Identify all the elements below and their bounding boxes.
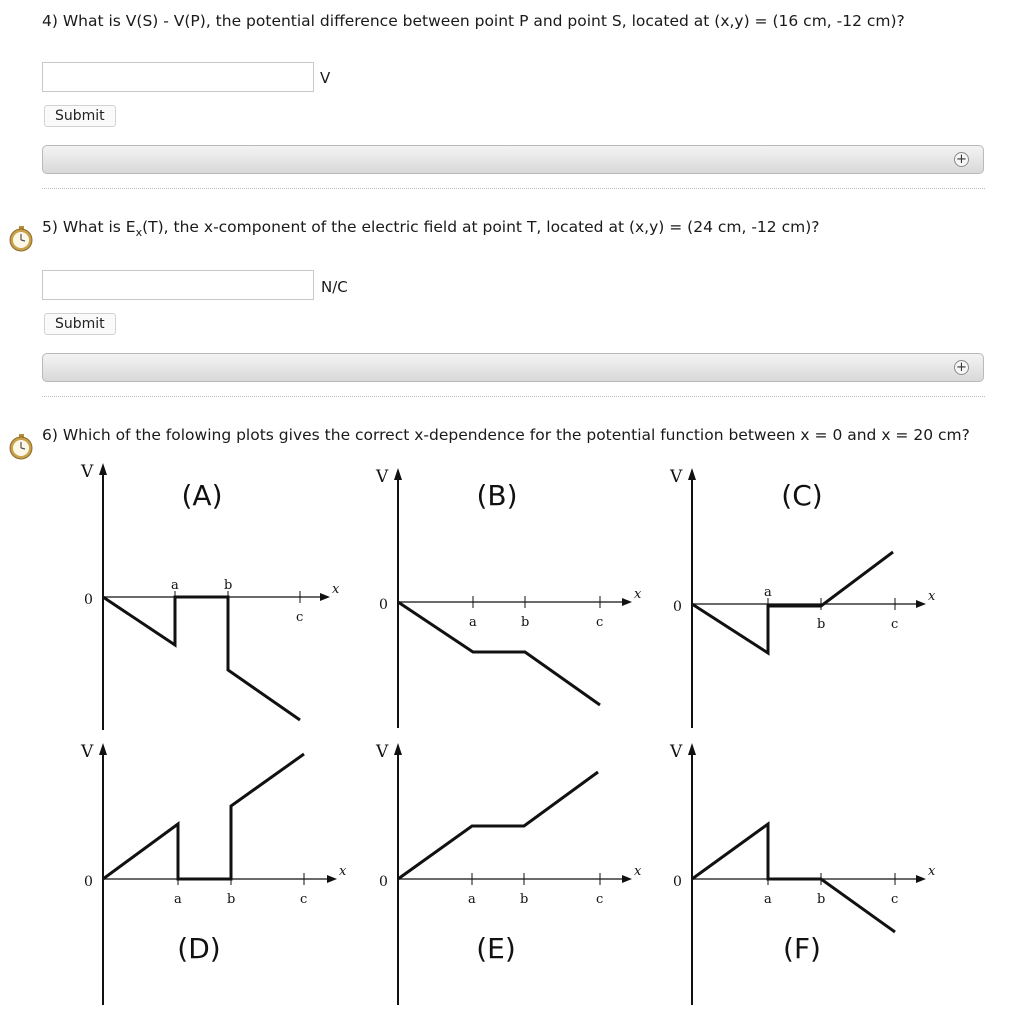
divider	[42, 396, 985, 397]
plot-b-v-arrow	[394, 468, 402, 480]
plot-a-label: (A)	[181, 479, 223, 512]
plot-e-v-arrow	[394, 743, 402, 755]
plot-b-tick-label-b: b	[521, 615, 530, 630]
plot-c-tick-label-c: c	[891, 617, 899, 632]
question-6-text: 6) Which of the folowing plots gives the correct x-dependence for the potential function between x = 0 and x = 20 cm?	[42, 426, 970, 444]
plot-a-v-label: V	[81, 462, 94, 482]
plot-d-tick-label-a: a	[174, 892, 182, 907]
plot-d-v-label: V	[81, 742, 94, 762]
plot-c-label: (C)	[781, 479, 823, 512]
plot-e-tick-label-a: a	[468, 892, 476, 907]
plot-d-x-label: x	[339, 864, 347, 879]
plot-f-origin-label: 0	[673, 874, 682, 890]
plot-e-x-label: x	[634, 864, 642, 879]
plot-c-tick-label-b: b	[817, 617, 826, 632]
question-4-answer-input[interactable]	[42, 62, 314, 92]
plot-a-x-label: x	[332, 582, 340, 597]
plot-f-tick-label-c: c	[891, 892, 899, 907]
plot-b-x-arrow	[622, 598, 632, 606]
plot-b-v-label: V	[376, 467, 389, 487]
question-4-unit: V	[320, 69, 331, 87]
plot-d-v-arrow	[99, 743, 107, 755]
question-4-hint-bar[interactable]	[42, 145, 984, 174]
question-4-submit-button[interactable]: Submit	[44, 105, 116, 127]
stopwatch-icon	[9, 434, 33, 460]
plot-c-x-arrow	[916, 600, 926, 608]
plot-a-tick-label-b: b	[224, 578, 233, 593]
plot-f-tick-label-b: b	[817, 892, 826, 907]
plot-b-x-label: x	[634, 587, 642, 602]
plot-c-v-arrow	[688, 468, 696, 480]
plot-f-tick-label-a: a	[764, 892, 772, 907]
plot-a-tick-label-c: c	[296, 610, 304, 625]
plus-circle-icon[interactable]: +	[954, 152, 969, 167]
plot-a-v-arrow	[99, 463, 107, 475]
plot-e-v-label: V	[376, 742, 389, 762]
plus-circle-icon[interactable]: +	[954, 360, 969, 375]
plot-f-label: (F)	[783, 932, 821, 965]
plot-e-tick-label-b: b	[520, 892, 529, 907]
plot-d-tick-label-b: b	[227, 892, 236, 907]
question-5-hint-bar[interactable]	[42, 353, 984, 382]
plot-e-tick-label-c: c	[596, 892, 604, 907]
question-5-answer-input[interactable]	[42, 270, 314, 300]
plot-d-label: (D)	[177, 932, 221, 965]
plot-d-tick-label-c: c	[300, 892, 308, 907]
plot-b-tick-label-a: a	[469, 615, 477, 630]
stopwatch-icon	[9, 226, 33, 252]
plot-a-curve	[103, 597, 300, 720]
plot-d-origin-label: 0	[84, 874, 93, 890]
plot-a-tick-label-a: a	[171, 578, 179, 593]
plot-c-v-label: V	[670, 467, 683, 487]
plot-e-x-arrow	[622, 875, 632, 883]
plot-f-v-label: V	[670, 742, 683, 762]
plot-c-curve	[692, 552, 893, 653]
plot-b-label: (B)	[476, 479, 518, 512]
plot-c-tick-label-a: a	[764, 585, 772, 600]
question-5-submit-button[interactable]: Submit	[44, 313, 116, 335]
plot-e-label: (E)	[476, 932, 516, 965]
question-4-text: 4) What is V(S) - V(P), the potential difference between point P and point S, located at (x,y) = (16 cm, -12 cm)?	[42, 12, 905, 30]
plot-f-x-arrow	[916, 875, 926, 883]
plot-a-origin-label: 0	[84, 592, 93, 608]
plot-d-curve	[103, 754, 304, 879]
plot-e-origin-label: 0	[379, 874, 388, 890]
plot-f-curve	[692, 824, 895, 932]
plot-b-origin-label: 0	[379, 597, 388, 613]
plot-d-x-arrow	[327, 875, 337, 883]
plot-f-v-arrow	[688, 743, 696, 755]
question-5-unit: N/C	[321, 278, 348, 296]
plot-e-curve	[398, 772, 598, 879]
plot-b-tick-label-c: c	[596, 615, 604, 630]
divider	[42, 188, 985, 189]
plot-c-origin-label: 0	[673, 599, 682, 615]
plot-b-curve	[398, 602, 600, 705]
plot-f-x-label: x	[928, 864, 936, 879]
plot-c-x-label: x	[928, 589, 936, 604]
question-5-text: 5) What is $E_x(T)$, the x-component of the electric field at point T, located at (x,y) = (24 cm, -12 cm)?	[42, 218, 820, 240]
plot-a-x-arrow	[320, 593, 330, 601]
